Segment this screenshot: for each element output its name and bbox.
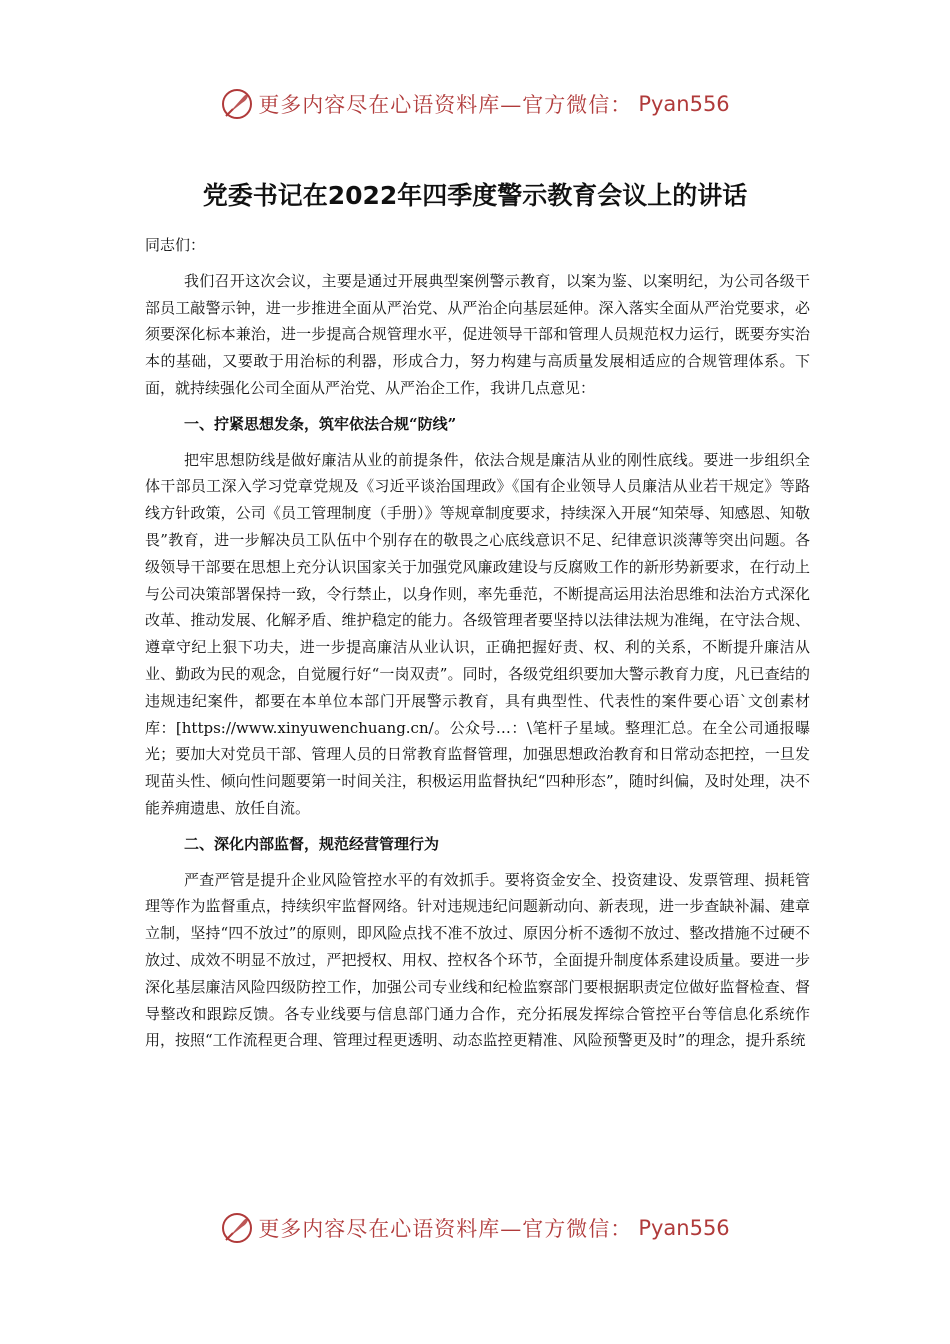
feather-pen-logo-icon — [220, 87, 254, 121]
section-heading-2: 二、深化内部监督，规范经营管理行为 — [184, 834, 440, 853]
section-heading-1: 一、拧紧思想发条，筑牢依法合规“防线” — [184, 414, 457, 433]
footer-banner — [0, 1208, 950, 1248]
banner-wechat-id: Pyan556 — [638, 92, 730, 116]
section-body-1: 把牢思想防线是做好廉洁从业的前提条件，依法合规是廉洁从业的刚性底线。要进一步组织全体干部员工深入学习党章党规及《习近平谈治国理政》《国有企业领导人员廉洁从业若干规定》等路线方针政策，公司《员工管理制度（手册）》等规章制度要求，持续深入开展“知荣辱、知感恩、知敬畏”教育，进一步解决员工队伍中个别存在的敬畏之心底线意识不足、纪律意识淡薄等突出问题。各级领导干部要在思想上充分认识国家关于加强党风廉政建设与反腐败工作的新形势新要求，在行动上与公司决策部署保持一致，令行禁止，以身作则，率先垂范，不断提高运用法治思维和法治方式深化改革、推动发展、化解矛盾、维护稳定的能力。各级管理者要坚持以法律法规为准绳，在守法合规、遵章守纪上狠下功夫，进一步提高廉洁从业认识，正确把握好责、权、利的关系，不断提升廉洁从业、勤政为民的观念，自觉履行好“一岗双责”。同时，各级党组织要加大警示教育力度，凡已查结的违规违纪案件，都要在本单位本部门开展警示教育，具有典型性、代表性的案件要心语`文创素材库：[https://www.xinyuwenchuang.cn/。公众号…：\笔杆子星域。整理汇总。在全公司通报曝光；要加大对党员干部、管理人员的日常教育监督管理，加强思想政治教育和日常动态把控，一旦发现苗头性、倾向性问题要第一时间关注，积极运用监督执纪“四种形态”，随时纠偏，及时处理，决不能养痈遗患、放任自流。 — [145, 450, 810, 817]
document-body — [145, 232, 810, 1054]
salutation: 同志们： — [145, 236, 206, 254]
feather-pen-logo-icon — [220, 1211, 254, 1245]
footer-banner-wechat-id: Pyan556 — [638, 1216, 730, 1240]
header-banner — [0, 84, 950, 124]
section-body-2: 严查严管是提升企业风险管控水平的有效抓手。要将资金安全、投资建设、发票管理、损耗管理等作为监督重点，持续织牢监督网络。针对违规违纪问题新动向、新表现，进一步查缺补漏、建章立制，坚持“四不放过”的原则，即风险点找不准不放过、原因分析不透彻不放过、整改措施不过硬不放过、成效不明显不放过，严把授权、用权、控权各个环节，全面提升制度体系建设质量。要进一步深化基层廉洁风险四级防控工作，加强公司专业线和纪检监察部门要根据职责定位做好监督检查、督导整改和跟踪反馈。各专业线要与信息部门通力合作，充分拓展发挥综合管控平台等信息化系统作用，按照“工作流程更合理、管理过程更透明、动态监控更精准、风险预警更及时”的理念，提升系统 — [145, 870, 810, 1050]
intro-paragraph: 我们召开这次会议，主要是通过开展典型案例警示教育，以案为鉴、以案明纪，为公司各级干部员工敲警示钟，进一步推进全面从严治党、从严治企向基层延伸。深入落实全面从严治党要求，必须要深化标本兼治，进一步提高合规管理水平，促进领导干部和管理人员规范权力运行，既要夯实治本的基础，又要敢于用治标的利器，形成合力，努力构建与高质量发展相适应的合规管理体系。下面，就持续强化公司全面从严治党、从严治企工作，我讲几点意见： — [145, 271, 810, 397]
banner-text: 更多内容尽在心语资料库—官方微信： — [258, 93, 633, 117]
footer-banner-text: 更多内容尽在心语资料库—官方微信： — [258, 1217, 633, 1241]
document-title: 党委书记在2022年四季度警示教育会议上的讲话 — [202, 181, 748, 210]
